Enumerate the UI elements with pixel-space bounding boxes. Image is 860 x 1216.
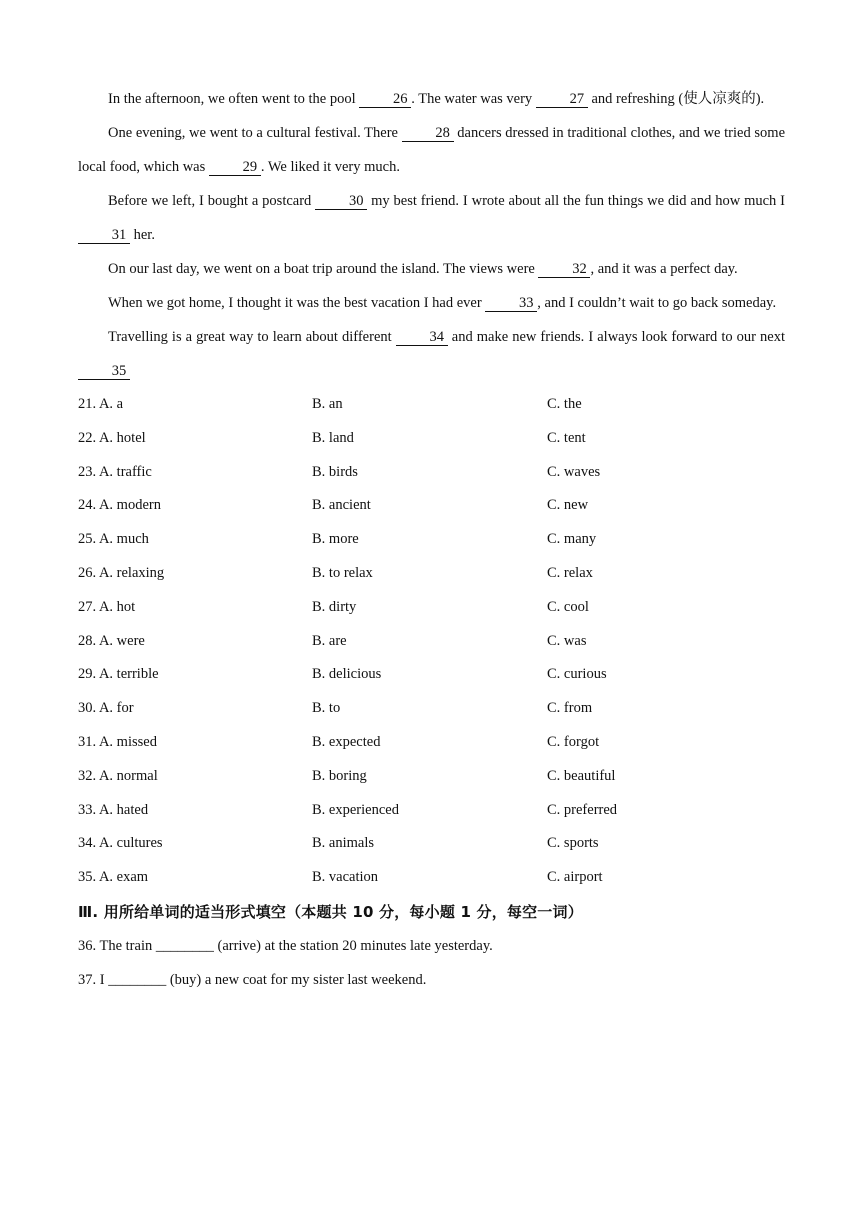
passage-paragraph: [78, 116, 785, 184]
option-b: B. expected: [312, 733, 381, 750]
paragraph-text: and refreshing (使人凉爽的).: [587, 91, 765, 107]
question-text: 36. The train: [78, 937, 156, 954]
paragraph-text: dancers dressed in traditional clothes, and we tried some local food, which was: [78, 125, 786, 175]
option-c: C. curious: [547, 666, 607, 683]
fill-question: [78, 929, 785, 963]
option-b: B. animals: [312, 835, 375, 852]
paragraph-text: . We liked it very much.: [260, 159, 400, 175]
option-a: 27. A. hot: [78, 598, 136, 615]
option-c: C. was: [547, 632, 587, 649]
option-row: [78, 794, 785, 828]
option-row: [78, 422, 785, 456]
option-c: C. airport: [547, 869, 603, 886]
option-b: B. to: [312, 700, 341, 717]
answer-blank: 32: [538, 261, 590, 278]
answer-blank: 29: [209, 159, 261, 176]
answer-blank: 30: [315, 193, 367, 210]
option-a: 23. A. traffic: [78, 463, 152, 480]
option-a: 31. A. missed: [78, 733, 157, 750]
option-c: C. many: [547, 531, 597, 548]
option-a: 26. A. relaxing: [78, 564, 165, 581]
option-a: 34. A. cultures: [78, 835, 163, 852]
option-b: B. land: [312, 429, 354, 446]
answer-blank: 34: [396, 329, 448, 346]
option-b: B. ancient: [312, 497, 371, 514]
question-text: (arrive) at the station 20 minutes late yesterday.: [213, 937, 493, 954]
option-b: B. an: [312, 396, 343, 412]
section-heading: Ⅲ. 用所给单词的适当形式填空（本题共 10 分，每小题 1 分，每空一词）: [78, 902, 583, 921]
option-row: [78, 861, 785, 895]
question-text: (buy) a new coat for my sister last weekend.: [166, 971, 427, 988]
option-a: 22. A. hotel: [78, 429, 146, 446]
option-b: B. experienced: [312, 801, 399, 818]
option-row: [78, 726, 785, 760]
passage-paragraph: [78, 82, 785, 116]
option-row: [78, 523, 785, 557]
option-b: B. more: [312, 531, 359, 548]
option-c: C. forgot: [547, 733, 600, 750]
answer-blank: 26: [359, 91, 411, 108]
option-row: [78, 625, 785, 659]
passage-paragraph: [78, 286, 785, 320]
paragraph-text: , and it was a perfect day.: [590, 261, 738, 277]
option-b: B. dirty: [312, 598, 357, 615]
passage-paragraph: [78, 184, 785, 252]
option-row: [78, 827, 785, 861]
option-b: B. boring: [312, 767, 367, 784]
option-b: B. vacation: [312, 869, 379, 886]
option-a: 33. A. hated: [78, 801, 149, 818]
option-c: C. relax: [547, 564, 593, 581]
option-row: [78, 456, 785, 490]
option-row: [78, 489, 785, 523]
option-c: C. new: [547, 497, 589, 514]
option-b: B. to relax: [312, 564, 373, 581]
question-blank: ________: [155, 937, 214, 954]
option-row: [78, 388, 785, 422]
answer-blank: 28: [402, 125, 454, 142]
option-a: 28. A. were: [78, 632, 145, 649]
answer-blank: 35: [78, 363, 130, 380]
option-c: C. sports: [547, 835, 599, 852]
option-a: 30. A. for: [78, 700, 134, 717]
paragraph-text: . The water was very: [411, 91, 536, 107]
cloze-passage: [78, 82, 785, 388]
option-c: C. from: [547, 700, 593, 717]
option-a: 35. A. exam: [78, 869, 149, 886]
passage-paragraph: [78, 252, 785, 286]
paragraph-text: , and I couldn’t wait to go back someday.: [537, 295, 777, 311]
option-row: [78, 692, 785, 726]
option-c: C. tent: [547, 429, 586, 446]
option-c: C. waves: [547, 463, 601, 480]
option-a: 29. A. terrible: [78, 666, 159, 683]
exam-page: [78, 82, 785, 997]
option-b: B. are: [312, 632, 347, 649]
paragraph-text: One evening, we went to a cultural festival. There: [108, 125, 402, 141]
paragraph-text: Travelling is a great way to learn about different: [108, 329, 396, 345]
paragraph-text: her.: [130, 227, 155, 243]
option-c: C. the: [547, 396, 582, 412]
question-blank: ________: [108, 971, 167, 988]
option-c: C. cool: [547, 598, 589, 615]
option-row: [78, 760, 785, 794]
option-a: 32. A. normal: [78, 767, 158, 784]
paragraph-text: In the afternoon, we often went to the pool: [108, 91, 360, 107]
question-text: 37. I: [78, 971, 109, 988]
passage-paragraph: [78, 320, 785, 388]
option-b: B. birds: [312, 463, 358, 480]
paragraph-text: my best friend. I wrote about all the fun things we did and how much I: [367, 193, 786, 209]
option-c: C. preferred: [547, 801, 618, 818]
answer-blank: 33: [485, 295, 537, 312]
option-b: B. delicious: [312, 666, 382, 683]
option-a: 25. A. much: [78, 531, 149, 548]
fill-question: [78, 963, 785, 997]
answer-blank: 27: [536, 91, 588, 108]
option-row: [78, 557, 785, 591]
option-a: 24. A. modern: [78, 497, 161, 514]
paragraph-text: Before we left, I bought a postcard: [108, 193, 316, 209]
answer-blank: 31: [78, 227, 130, 244]
option-a: 21. A. a: [78, 396, 124, 412]
paragraph-text: When we got home, I thought it was the best vacation I had ever: [108, 295, 486, 311]
option-row: [78, 658, 785, 692]
paragraph-text: On our last day, we went on a boat trip around the island. The views were: [108, 261, 539, 277]
option-row: [78, 591, 785, 625]
paragraph-text: and make new friends. I always look forward to our next: [447, 329, 785, 345]
option-c: C. beautiful: [547, 767, 616, 784]
options-list: [78, 388, 785, 895]
